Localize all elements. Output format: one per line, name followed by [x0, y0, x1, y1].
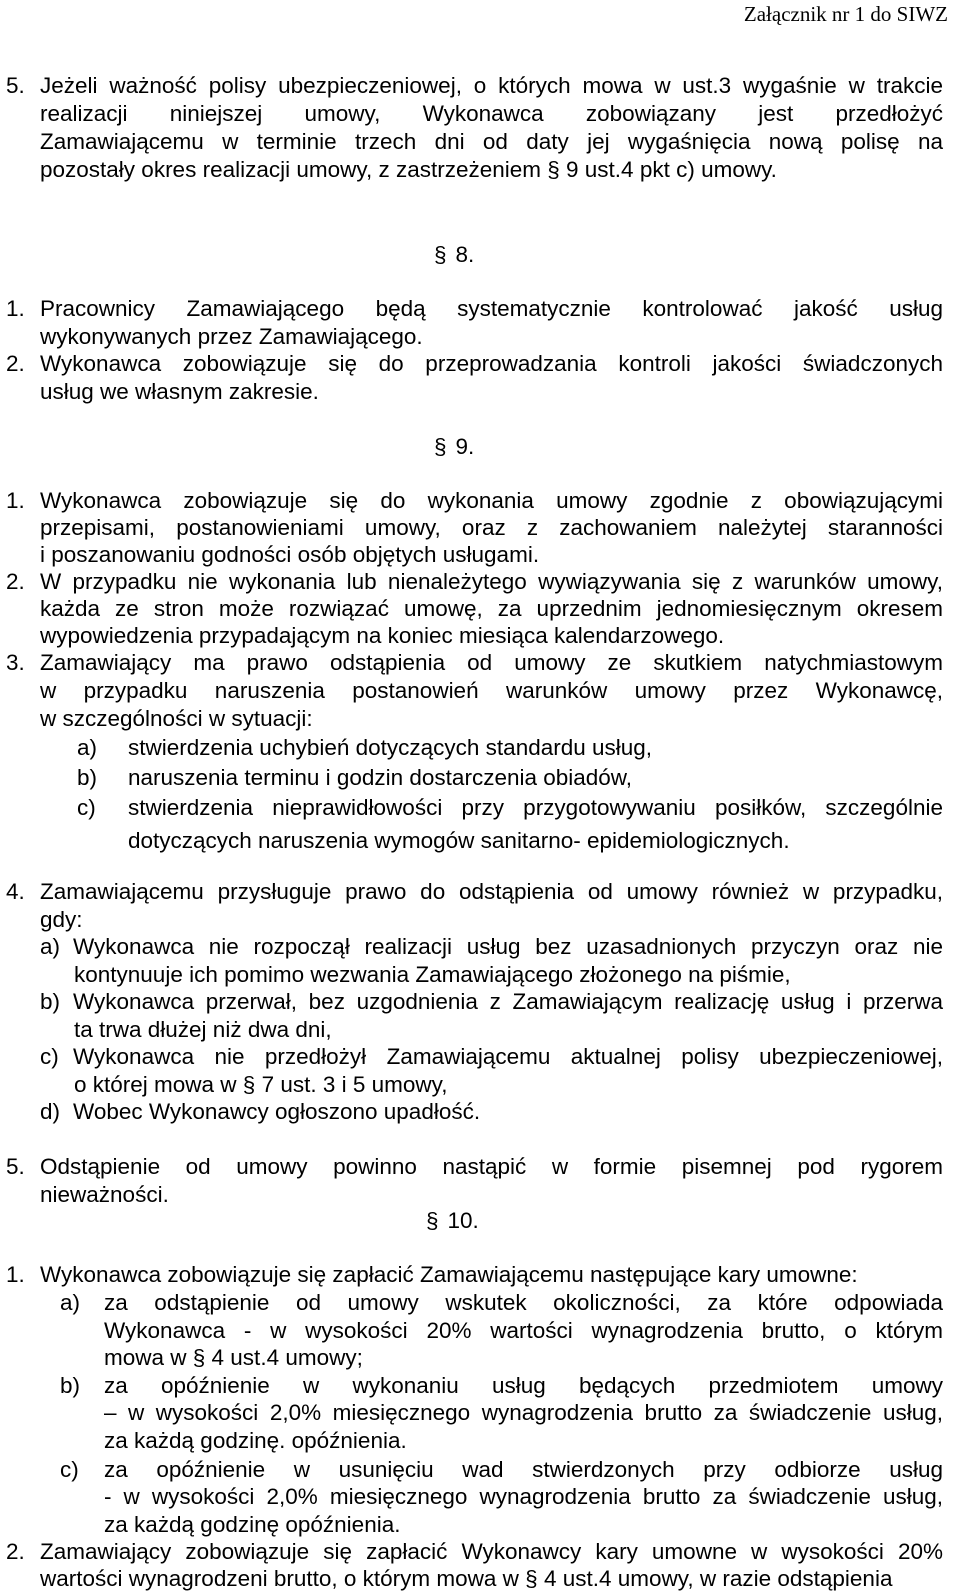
section-title: 8.	[455, 242, 475, 267]
list-label: c)	[77, 795, 96, 820]
text-line: - w wysokości 2,0% miesięcznego wynagrodzenia brutto za świadczenie usług,	[104, 1484, 943, 1509]
list-label: b)	[60, 1373, 81, 1398]
section-heading	[434, 244, 474, 267]
text-line: stwierdzenia nieprawidłowości przy przygotowywaniu posiłków, szczególnie	[128, 795, 943, 820]
text-line: za opóźnienie w usunięciu wad stwierdzonych przy odbiorze usług	[104, 1457, 943, 1482]
text-line: w przypadku naruszenia postanowień warunków umowy przez Wykonawcę,	[40, 678, 943, 703]
section-sign: §	[434, 434, 447, 459]
text-line: Wykonawca - w wysokości 20% wartości wynagrodzenia brutto, o którym	[104, 1318, 943, 1343]
text-line: Pracownicy Zamawiającego będą systematycznie kontrolować jakość usług	[40, 296, 943, 321]
list-label: a)	[77, 735, 98, 760]
text-line: Wykonawca nie przedłożył Zamawiającemu aktualnej polisy ubezpieczeniowej,	[73, 1044, 943, 1069]
item-number: 1.	[6, 296, 25, 321]
text-line: Zamawiający ma prawo odstąpienia od umowy ze skutkiem natychmiastowym	[40, 650, 943, 675]
item-number: 2.	[6, 351, 25, 376]
item-number: 1.	[6, 488, 25, 513]
section-title: 9.	[455, 434, 475, 459]
text-line: każda ze stron może rozwiązać umowę, za uprzednim jednomiesięcznym okresem	[40, 596, 943, 621]
text-line: w szczególności w sytuacji:	[40, 706, 313, 731]
text-line: wypowiedzenia przypadającym na koniec miesiąca kalendarzowego.	[40, 623, 725, 648]
text-line: Zamawiającemu przysługuje prawo do odstąpienia od umowy również w przypadku,	[40, 879, 943, 904]
text-line: mowa w § 4 ust.4 umowy;	[104, 1345, 363, 1370]
text-line: Wobec Wykonawcy ogłoszono upadłość.	[73, 1099, 481, 1124]
text-line: pozostały okres realizacji umowy, z zastrzeżeniem § 9 ust.4 pkt c) umowy.	[40, 157, 777, 182]
text-line: Wykonawca zobowiązuje się do przeprowadzania kontroli jakości świadczonych	[40, 351, 943, 376]
text-line: i poszanowaniu godności osób objętych usługami.	[40, 542, 540, 567]
text-line: za każdą godzinę opóźnienia.	[104, 1512, 401, 1537]
text-line: Wykonawca zobowiązuje się do wykonania umowy zgodnie z obowiązującymi	[40, 488, 943, 513]
text-line: nieważności.	[40, 1182, 169, 1207]
list-label: b)	[77, 765, 98, 790]
text-line: za odstąpienie od umowy wskutek okoliczności, za które odpowiada	[104, 1290, 943, 1315]
text-line: przepisami, postanowieniami umowy, oraz z zachowaniem należytej staranności	[40, 515, 943, 540]
paragraph-number: 5.	[6, 73, 25, 98]
list-label: c)	[40, 1044, 59, 1069]
page-header: Załącznik nr 1 do SIWZ	[743, 2, 948, 26]
text-line: Odstąpienie od umowy powinno nastąpić w formie pisemnej pod rygorem	[40, 1154, 943, 1179]
text-line: dotyczących naruszenia wymogów sanitarno- epidemiologicznych.	[128, 828, 790, 853]
list-label: a)	[60, 1290, 81, 1315]
text-line: gdy:	[40, 907, 83, 932]
item-number: 5.	[6, 1154, 25, 1179]
text-line: ta trwa dłużej niż dwa dni,	[74, 1017, 332, 1042]
text-line: kontynuuje ich pomimo wezwania Zamawiającego złożonego na piśmie,	[74, 962, 791, 987]
text-line: za opóźnienie w wykonaniu usług będących przedmiotem umowy	[104, 1373, 943, 1398]
item-number: 3.	[6, 650, 25, 675]
text-line: Zamawiający zobowiązuje się zapłacić Wykonawcy kary umowne w wysokości 20%	[40, 1539, 943, 1564]
text-line: W przypadku nie wykonania lub nienależytego wywiązywania się z warunków umowy,	[40, 569, 943, 594]
text-line: Jeżeli ważność polisy ubezpieczeniowej, o których mowa w ust.3 wygaśnie w trakcie	[40, 73, 943, 98]
text-line: Zamawiającemu w terminie trzech dni od daty jej wygaśnięcia nową polisę na	[40, 129, 943, 154]
item-number: 2.	[6, 1539, 25, 1564]
text-line: stwierdzenia uchybień dotyczących standardu usług,	[128, 735, 653, 760]
section-sign: §	[434, 242, 447, 267]
list-label: c)	[60, 1457, 79, 1482]
list-label: b)	[40, 989, 61, 1014]
text-line: o której mowa w § 7 ust. 3 i 5 umowy,	[74, 1072, 448, 1097]
text-line: Wykonawca nie rozpoczął realizacji usług bez uzasadnionych przyczyn oraz nie	[73, 934, 943, 959]
text-line: Wykonawca zobowiązuje się zapłacić Zamawiającemu następujące kary umowne:	[40, 1262, 858, 1287]
text-line: wartości wynagrodzeni brutto, o którym mowa w § 4 ust.4 umowy, w razie odstąpienia	[40, 1566, 893, 1591]
text-line: – w wysokości 2,0% miesięcznego wynagrodzenia brutto za świadczenie usług,	[104, 1400, 943, 1425]
item-number: 2.	[6, 569, 25, 594]
text-line: usług we własnym zakresie.	[40, 379, 319, 404]
section-sign: §	[426, 1208, 439, 1233]
list-label: d)	[40, 1099, 61, 1124]
text-line: Wykonawca przerwał, bez uzgodnienia z Zamawiającym realizację usług i przerwa	[73, 989, 943, 1014]
section-heading	[434, 436, 474, 459]
item-number: 1.	[6, 1262, 25, 1287]
list-label: a)	[40, 934, 61, 959]
text-line: naruszenia terminu i godzin dostarczenia obiadów,	[128, 765, 633, 790]
section-title: 10.	[447, 1208, 479, 1233]
section-heading	[426, 1210, 479, 1233]
text-line: za każdą godzinę. opóźnienia.	[104, 1428, 407, 1453]
text-line: realizacji niniejszej umowy, Wykonawca zobowiązany jest przedłożyć	[40, 101, 943, 126]
item-number: 4.	[6, 879, 25, 904]
text-line: wykonywanych przez Zamawiającego.	[40, 324, 423, 349]
